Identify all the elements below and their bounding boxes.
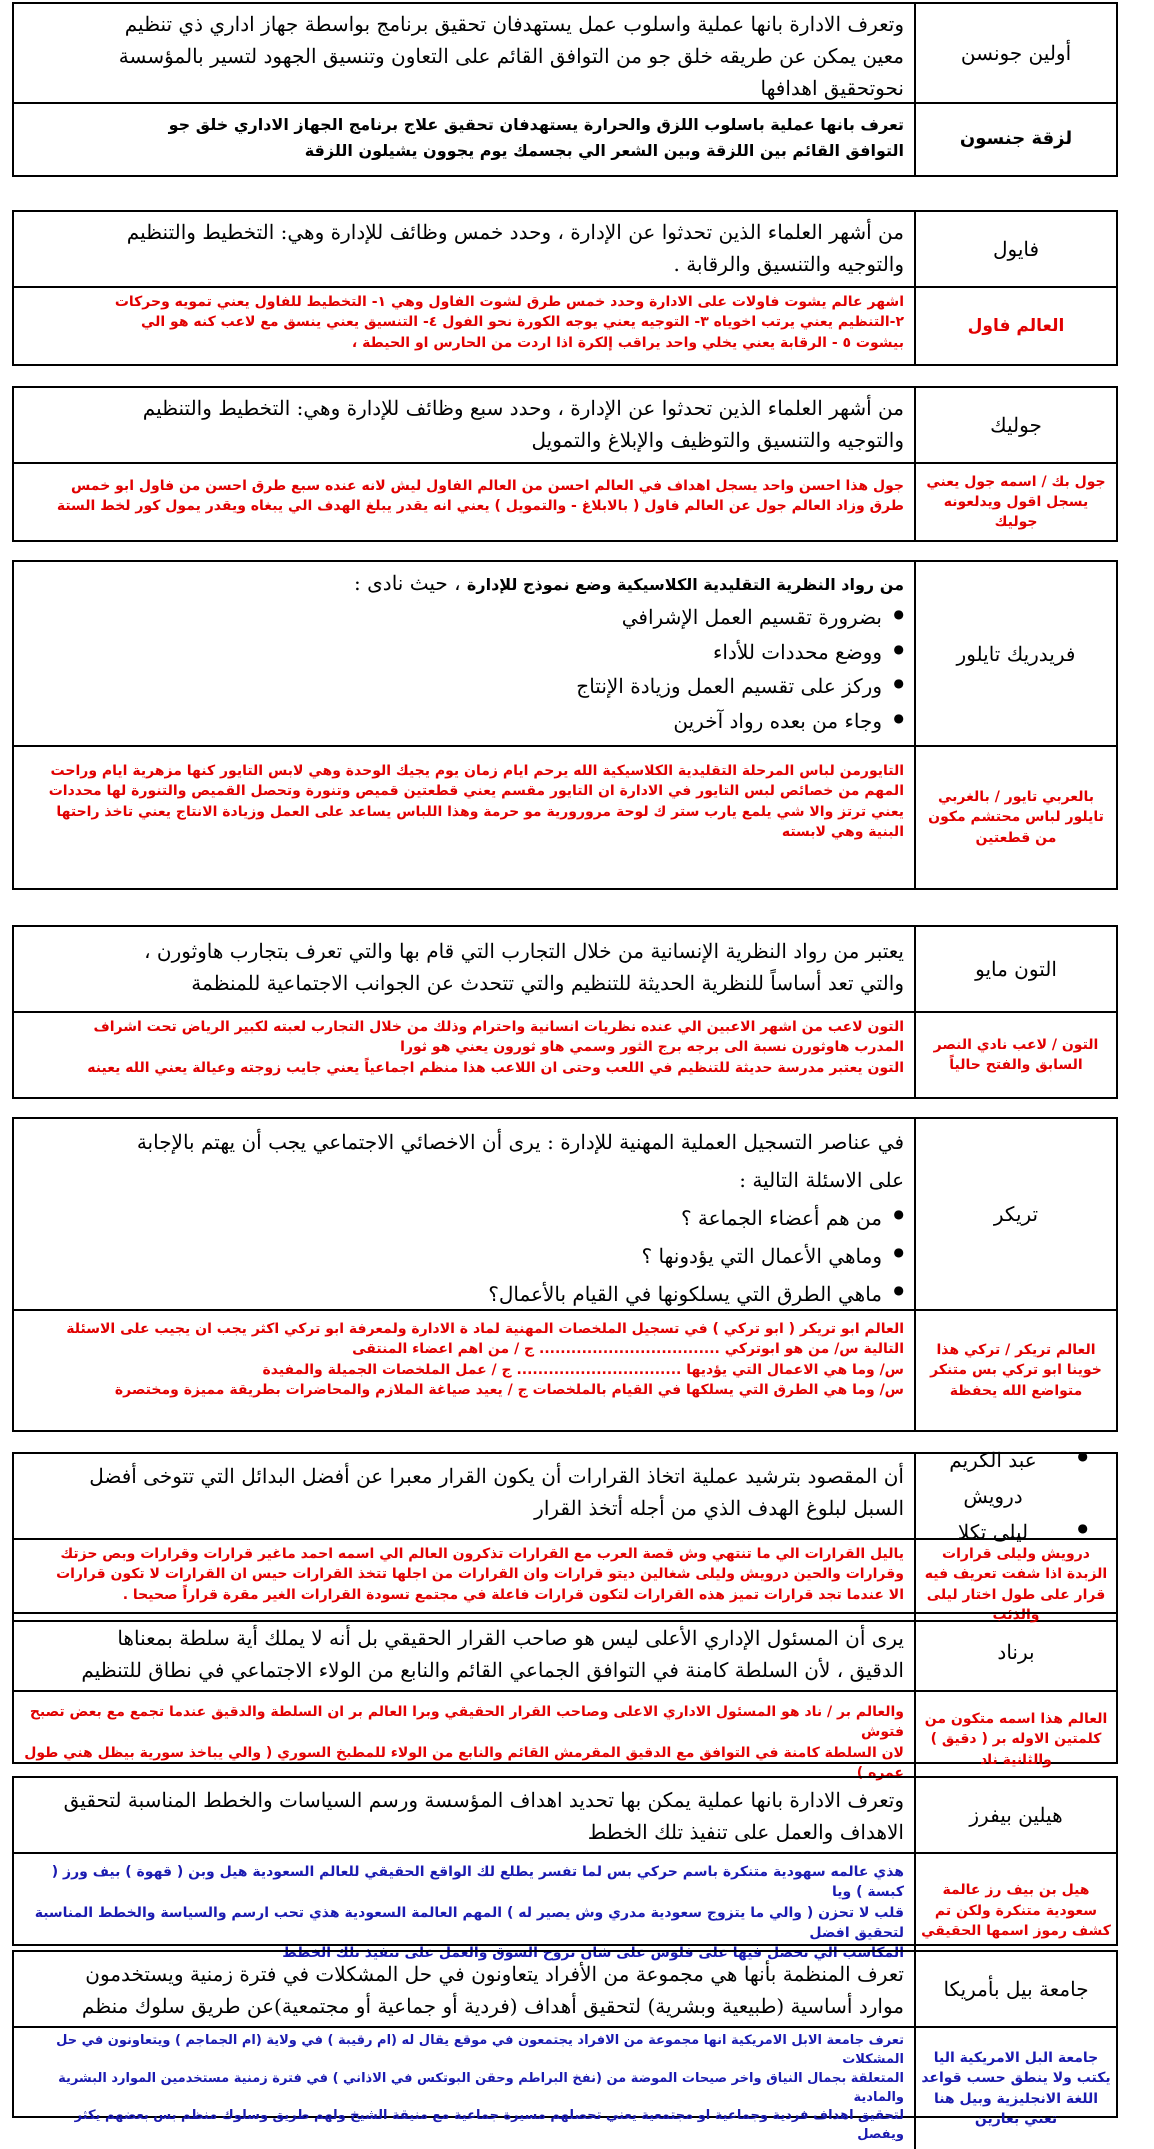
definition-text: من أشهر العلماء الذين تحدثوا عن الإدارة ، وحدد سبع وظائف للإدارة وهي: التخطيط والتنظيم والتوجيه والتنسيق والتوظيف والإبلاغ والتمويل xyxy=(14,388,916,462)
scholar-name: جامعة بيل بأمريكا xyxy=(943,1977,1089,2001)
mnemonic-name: العالم هذا اسمه متكون من كلمتين الاوله بر ( دقيق ) والثانية ناد xyxy=(924,1711,1108,1768)
definition-text: من رواد النظرية التقليدية الكلاسيكية وضع نموذج للإدارة ، حيث نادى : ● بضرورة تقسيم العمل الإشرافي ● ووضع محددات للأداء ● وركز على تقسيم العمل وزيادة الإنتاج ● وجاء من بعده رواد آخرين xyxy=(14,562,916,745)
mnemonic-text: هذي عالمه سهودية متنكرة باسم حركي بس لما تفسر يطلع لك الواقع الحقيقي للعالم السعودية هيل وبن ( قهوة ) بيف ورز ( كبسة ) ويا قلب لا تحزن ( والي ما يتزوج سعودية مدري وش يصير له ) المهم العالمة السعودية هذي تحب ارسم والسياسة والخطط المناسبة لتحقيق افضل المكاسب الي تحصل فيها على فلوس على شان تروح السوق والعمل على تنفيذ تلك الخطط xyxy=(14,1854,916,1967)
mnemonic-text: تعرف بانها عملية باسلوب اللزق والحرارة يستهدفان تحقيق علاج برنامج الجهاز الاداري خلق جو التوافق القائم بين اللزقة وبين الشعر الي بجسمك يوم يجوون يشيلون اللزقة xyxy=(14,104,916,175)
scholar-name: برناد xyxy=(997,1640,1035,1664)
mnemonic-text: تعرف جامعة الابل الامريكية انها مجموعة من الافراد يجتمعون في موقع يقال له (ام رقيبة ) في ولاية (ام الجماجم ) ويتعاونون في حل المشكلات المتعلقة بجمال النياق واخر صيحات الموضة من (نفخ البراطم وحقن البوتكس في الاذاني ) في فترة زمنية مستخدمين الموارد البشرية والمادية لتحقيق اهداف فردية وجماعية او مجتمعية يعني تحصلهم مسيرة جماعية مع منيقة الشيخ ولهم طريق وسلوك منظم بس بعضهم يكثر ويفصل xyxy=(14,2028,916,2149)
scholar-names xyxy=(916,1448,1116,1544)
block-mayo xyxy=(12,925,1118,1099)
row-definition xyxy=(14,927,1116,1013)
block-barnard xyxy=(12,1612,1118,1781)
block-johnson xyxy=(12,2,1118,177)
mnemonic-text: ياليل القرارات الي ما تنتهي وش قصة العرب مع القرارات تذكرون العالم الي اسمه احمد ماغير قرارات وقرارات وبص حزتك وقرارات والحين درويش وليلى شغالين ديتو قرارات وان القرارات من اجلها تتخذ القرارات حيس ان القرارات لا تكون قرارات الا عندما تجد قرارات تميز هذه القرارات لتكون قرارات فاعلة في مجتمع تسودة القرارات الغير مقرة قراراً صحيحا . xyxy=(14,1540,916,1629)
scholar-name: جوليك xyxy=(990,413,1042,437)
mnemonic-text: العالم ابو تريكر ( ابو تركي ) في تسجيل الملخصات المهنية لماد ة الادارة ولمعرفة ابو تركي اكثر يجب ان يجيب على الاسئلة التالية س/ من هو ابوتركي .................................. ج / من اهم اعضاء المنتقى س/ وما هي الاعمال التي يؤديها ............................... ج / عمل الملخصات الجميلة والمفيدة س/ وما هي الطرق التي يسلكها في القيام بالملخصات ج / يعيد صياغة الملازم والمحاضرات بطريقة مميزة ومختصرة xyxy=(14,1311,916,1430)
bullet-list xyxy=(24,1199,904,1313)
definition-text: أن المقصود بترشيد عملية اتخاذ القرارات أن يكون القرار معبرا عن أفضل البدائل التي تتوخى أفضل السبل لبلوغ الهدف الذي من أجله أتخذ القرار xyxy=(14,1454,916,1538)
row-mnemonic xyxy=(14,104,1116,175)
list-item: ● وجاء من بعده رواد آخرين xyxy=(24,704,904,738)
scholar-name: هيلين بيفرز xyxy=(969,1803,1063,1827)
block-beavers xyxy=(12,1776,1118,1962)
definition-text: تعرف المنظمة بأنها هي مجموعة من الأفراد يتعاونون في حل المشكلات في فترة زمنية ويستخدمون موارد أساسية (طبيعية وبشرية) لتحقيق أهداف (فردية أو جماعية أو مجتمعية)عن طريق سلوك منظم xyxy=(14,1952,916,2026)
scholar-name: ● عبد الكريم درويش xyxy=(920,1442,1088,1514)
list-item: ● وركز على تقسيم العمل وزيادة الإنتاج xyxy=(24,669,904,703)
block-taylor xyxy=(12,560,1118,890)
mnemonic-name: جول بك / اسمه جول يعني يسجل اقول ويدلعونه جوليك xyxy=(926,473,1106,531)
block-trecker xyxy=(12,1117,1118,1432)
mnemonic-text: اشهر عالم يشوت فاولات على الادارة وحدد خمس طرق لشوت الفاول وهي ١- التخطيط للفاول يعني تمويه وحركات ٢-التنظيم يعني يرتب اخوياه ٣- التوجيه يعني يوجه الكورة نحو الفول ٤- التنسيق يعني ينسق مع لاعب كنه هو الي بيشوت ٥ - الرقابة يعني يخلي واحد يراقب إلكرة اذا اردت من الحارس او الحيطة ، xyxy=(14,288,916,364)
block-darwish-takla xyxy=(12,1448,1118,1623)
list-item: ● ماهي الطرق التي يسلكونها في القيام بالأعمال؟ xyxy=(24,1275,904,1313)
row-mnemonic xyxy=(14,464,1116,540)
mnemonic-text: والعالم بر / ناد هو المسئول الاداري الاعلى وصاحب القرار الحقيقي وبرا العالم بر ان السلطة والدقيق عندما تجمع مع بعض تصبح فتوش لان السلطة كامنة في التوافق مع الدقيق المقرمش القائم والنابع من الولاء للمطبخ السوري ( والي يباخذ سورية بيظل هني طول عمره ) xyxy=(14,1692,916,1787)
definition-text: يعتبر من رواد النظرية الإنسانية من خلال التجارب التي قام بها والتي تعرف بتجارب هاوثورن ، والتي تعد أساساً للنظرية الحديثة للتنظيم والتي تتحدث عن الجوانب الاجتماعية للمنظمة xyxy=(14,927,916,1011)
mnemonic-name: العالم فاول xyxy=(967,315,1065,336)
row-mnemonic xyxy=(14,1013,1116,1097)
row-definition xyxy=(14,1448,1116,1544)
row-definition xyxy=(14,1614,1116,1692)
definition-text: في عناصر التسجيل العملية المهنية للإدارة : يرى أن الاخصائي الاجتماعي يجب أن يهتم بالإجابة على الاسئلة التالية : ● من هم أعضاء الجماعة ؟ ● وماهي الأعمال التي يؤدونها ؟ ● ماهي الطرق التي يسلكونها في القيام بالأعمال؟ xyxy=(14,1119,916,1309)
bullet-list xyxy=(24,600,904,738)
scholar-name: أولين جونسن xyxy=(960,41,1072,65)
row-definition xyxy=(14,388,1116,464)
block-yale xyxy=(12,1950,1118,2143)
scholar-name: فايول xyxy=(992,237,1040,261)
mnemonic-name: لزقة جنسون xyxy=(959,128,1073,150)
mnemonic-name: التون / لاعب نادي النصر السابق والفتح حالياً xyxy=(933,1036,1099,1073)
mnemonic-name: بالعربي تايور / بالغربي تايلور لباس محتشم مكون من قطعتين xyxy=(928,789,1104,846)
row-mnemonic xyxy=(14,1692,1116,1787)
mnemonic-name: هيل بن بيف رز عالمة سعودية متنكرة ولكن تم كشف رموز اسمها الحقيقي xyxy=(921,1882,1111,1939)
mnemonic-name: العالم تريكر / تركي هذا خوينا ابو تركي بس متنكر متواضع الله يحفظة xyxy=(930,1342,1102,1399)
block-fayol xyxy=(12,210,1118,366)
list-item: ● وماهي الأعمال التي يؤدونها ؟ xyxy=(24,1237,904,1275)
definition-text: وتعرف الادارة بانها عملية واسلوب عمل يستهدفان تحقيق برنامج بواسطة جهاز اداري ذي تنظيم معين يمكن عن طريقه خلق جو من التوافق القائم على التعاون وتنسيق الجهود لتسير بالمؤسسة نحوتحقيق اهدافها xyxy=(14,4,916,102)
scholar-name: ● ليلى تكلا xyxy=(920,1514,1088,1550)
row-mnemonic xyxy=(14,1311,1116,1430)
row-definition xyxy=(14,562,1116,747)
scholar-name: التون مايو xyxy=(975,957,1057,981)
mnemonic-name: جامعة البل الامريكية اليا يكتب ولا ينطق حسب قواعد اللغة الانجليزية وبيل هنا تعني بعارين xyxy=(921,2049,1111,2127)
mnemonic-name: درويش وليلى قرارات الزبدة اذا شفت تعريف فيه قرار على طول اختار ليلى والذئب xyxy=(924,1546,1108,1623)
definition-text: يرى أن المسئول الإداري الأعلى ليس هو صاحب القرار الحقيقي بل أنه لا يملك أية سلطة بمعناها الدقيق ، لأن السلطة كامنة في التوافق الجماعي القائم والنابع من الولاء الاجتماعي في نطاق للتنظيم xyxy=(14,1614,916,1690)
definition-text: من أشهر العلماء الذين تحدثوا عن الإدارة ، وحدد خمس وظائف للإدارة وهي: التخطيط والتنظيم والتوجيه والتنسيق والرقابة . xyxy=(14,212,916,286)
lead-text: من رواد النظرية التقليدية الكلاسيكية وضع نموذج للإدارة xyxy=(466,575,904,594)
mnemonic-text: التون لاعب من اشهر الاعبين الي عنده نظريات انسانية واحترام وذلك من خلال التجارب لعبته لكبير الرياض تحت اشراف المدرب هاوثورن نسبة الى برجه برج الثور وسمي هاو ثورون يعني هو ثورا التون يعتبر مدرسة حديثة للتنظيم في اللعب وحتى ان اللاعب هذا منظم اجماعياً يعني جايب زوجته وعيالة يعني الله يعينه xyxy=(14,1013,916,1097)
scholar-name: تريكر xyxy=(993,1202,1039,1226)
list-item: ● من هم أعضاء الجماعة ؟ xyxy=(24,1199,904,1237)
row-definition xyxy=(14,1778,1116,1854)
list-item: ● ووضع محددات للأداء xyxy=(24,635,904,669)
mnemonic-text: جول هذا احسن واحد يسجل اهداف في العالم احسن من العالم الفاول ليش لانه عنده سبع طرق احسن من فاول ابو خمس طرق وزاد العالم جول عن العالم فاول ( بالابلاغ - والتمويل ) يعني انه يقدر يبلغ الهدف الي يبغاه ويقدر يمول كور لخط الستة xyxy=(14,464,916,540)
row-definition xyxy=(14,4,1116,104)
mnemonic-text: التايورمن لباس المرحلة التقليدية الكلاسيكية الله يرحم ايام زمان يوم يجيك الوحدة وهي لابس التايور كنها مزهرية ايام وراحت المهم من خصائص لبس التايور في الادارة ان التايور مقسم يعني قطعتين قميص وتنورة وتحصل القميص والتنورة لها محددات يعني ترتز والا شي يلمع يارب ستر ك لوحة مرورورية مو حرمة وهذا اللباس يساعد على العمل وزيادة الانتاج يعني تاخذ راحتها البنية وهي لابسته xyxy=(14,747,916,888)
row-definition xyxy=(14,1952,1116,2028)
row-mnemonic xyxy=(14,288,1116,364)
scholar-name: فريدريك تايلور xyxy=(956,641,1076,666)
row-mnemonic xyxy=(14,2028,1116,2149)
block-gulick xyxy=(12,386,1118,542)
row-definition xyxy=(14,1119,1116,1311)
row-definition xyxy=(14,212,1116,288)
row-mnemonic xyxy=(14,747,1116,888)
definition-text: وتعرف الادارة بانها عملية يمكن بها تحديد اهداف المؤسسة ورسم السياسات والخطط المناسبة لتحقيق الاهداف والعمل على تنفيذ تلك الخطط xyxy=(14,1778,916,1852)
list-item: ● بضرورة تقسيم العمل الإشرافي xyxy=(24,600,904,634)
